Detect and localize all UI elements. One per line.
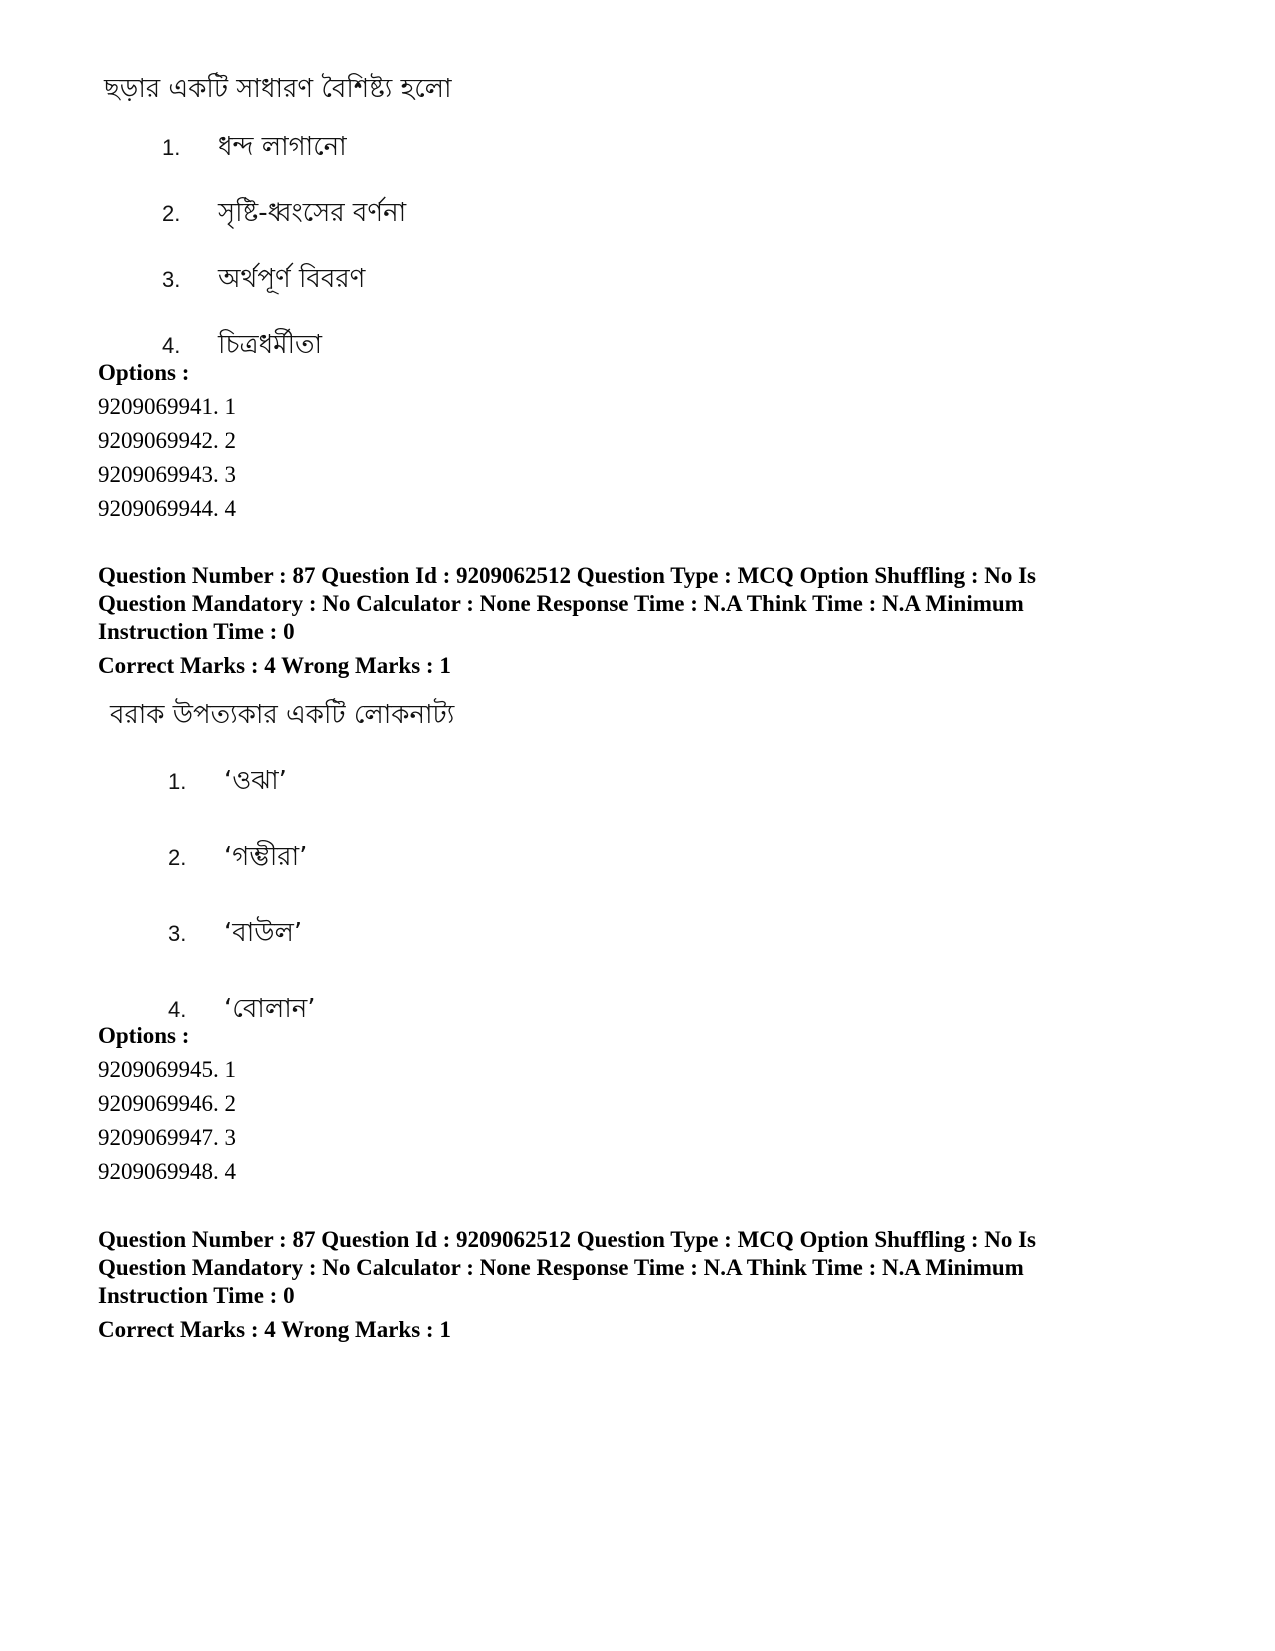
choice-item (168, 760, 700, 804)
option-item[interactable]: 9209069944. 4 (98, 496, 236, 521)
question-image-2 (100, 698, 700, 1032)
choice-text: ধন্দ লাগানো (218, 132, 347, 162)
question-prompt: ছড়ার একটি সাধারণ বৈশিষ্ট্য হলো (104, 74, 452, 104)
question-prompt: বরাক উপত্যকার একটি লোকনাট্য (110, 700, 455, 730)
choice-item (168, 836, 700, 880)
meta-line: Instruction Time : 0 (98, 1283, 295, 1308)
choice-text: ‘বোলান’ (224, 994, 316, 1024)
choice-number: 2. (168, 845, 187, 870)
option-item[interactable]: 9209069947. 3 (98, 1125, 236, 1150)
choice-item (168, 912, 700, 956)
marks-line: Correct Marks : 4 Wrong Marks : 1 (98, 1317, 451, 1342)
choice-text: ‘বাউল’ (224, 918, 303, 948)
meta-line: Question Mandatory : No Calculator : None Response Time : N.A Think Time : N.A Minimum (98, 591, 1024, 616)
choice-number: 3. (162, 267, 181, 292)
option-item[interactable]: 9209069946. 2 (98, 1091, 236, 1116)
choice-item (162, 192, 700, 236)
question-meta-1 (98, 562, 1208, 680)
option-item[interactable]: 9209069945. 1 (98, 1057, 236, 1082)
question-image-1 (100, 72, 700, 368)
choice-number: 1. (168, 769, 187, 794)
options-label: Options : (98, 1023, 190, 1048)
options-label: Options : (98, 360, 190, 385)
option-item[interactable]: 9209069948. 4 (98, 1159, 236, 1184)
option-item[interactable]: 9209069943. 3 (98, 462, 236, 487)
meta-line: Instruction Time : 0 (98, 619, 295, 644)
choice-number: 2. (162, 201, 181, 226)
meta-line: Question Mandatory : No Calculator : None Response Time : N.A Think Time : N.A Minimum (98, 1255, 1024, 1280)
question-meta-2 (98, 1226, 1208, 1344)
choice-text: চিত্রধর্মীতা (218, 330, 323, 360)
choice-item (162, 258, 700, 302)
choice-number: 3. (168, 921, 187, 946)
choice-text: সৃষ্টি-ধ্বংসের বর্ণনা (218, 198, 407, 228)
options-block-1 (98, 356, 1198, 526)
choice-number: 1. (162, 135, 181, 160)
option-item[interactable]: 9209069941. 1 (98, 394, 236, 419)
meta-line: Question Number : 87 Question Id : 9209062512 Question Type : MCQ Option Shuffling : No Is (98, 1227, 1037, 1252)
choice-text: ‘গম্ভীরা’ (224, 842, 308, 872)
option-item[interactable]: 9209069942. 2 (98, 428, 236, 453)
choice-number: 4. (162, 333, 181, 358)
choice-number: 4. (168, 997, 187, 1022)
meta-line: Question Number : 87 Question Id : 9209062512 Question Type : MCQ Option Shuffling : No Is (98, 563, 1037, 588)
marks-line: Correct Marks : 4 Wrong Marks : 1 (98, 653, 451, 678)
choice-text: ‘ওঝা’ (224, 766, 287, 796)
choice-item (162, 126, 700, 170)
options-block-2 (98, 1019, 1198, 1189)
choice-text: অর্থপূর্ণ বিবরণ (218, 264, 366, 294)
